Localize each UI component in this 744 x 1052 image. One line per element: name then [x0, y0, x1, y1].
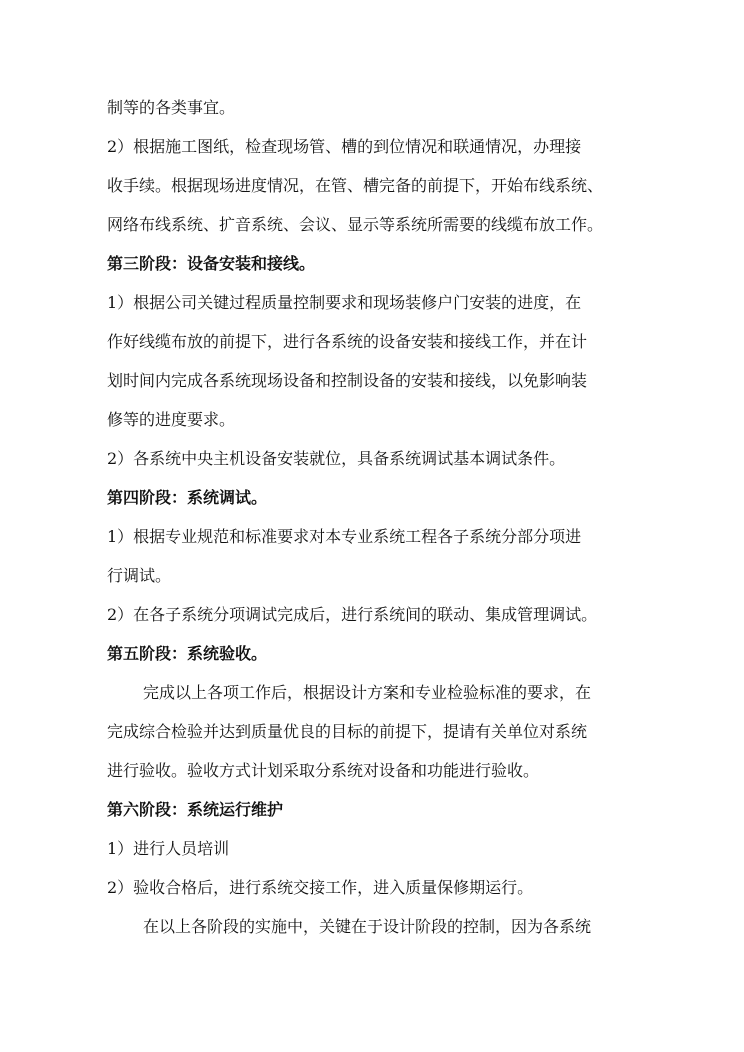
paragraph-line: 网络布线系统、扩音系统、会议、显示等系统所需要的线缆布放工作。	[107, 215, 604, 234]
paragraph-line: 划时间内完成各系统现场设备和控制设备的安装和接线，以免影响装	[107, 371, 588, 390]
paragraph-line: 进行验收。验收方式计划采取分系统对设备和功能进行验收。	[107, 761, 540, 780]
section-heading-stage-4: 第四阶段：系统调试。	[107, 488, 268, 507]
paragraph-line: 1）根据公司关键过程质量控制要求和现场装修户门安装的进度，在	[107, 293, 582, 312]
document-body	[107, 88, 642, 946]
paragraph-line: 修等的进度要求。	[107, 410, 236, 429]
paragraph-line: 作好线缆布放的前提下，进行各系统的设备安装和接线工作，并在计	[107, 332, 588, 351]
paragraph-line: 制等的各类事宜。	[107, 98, 236, 117]
section-heading-stage-5: 第五阶段：系统验收。	[107, 644, 268, 663]
paragraph-line: 2）验收合格后，进行系统交接工作，进入质量保修期运行。	[107, 878, 534, 897]
paragraph-line: 在以上各阶段的实施中，关键在于设计阶段的控制，因为各系统	[143, 917, 592, 936]
paragraph-line: 2）在各子系统分项调试完成后，进行系统间的联动、集成管理调试。	[107, 605, 598, 624]
paragraph-line: 行调试。	[107, 566, 172, 585]
paragraph-line: 1）根据专业规范和标准要求对本专业系统工程各子系统分部分项进	[107, 527, 582, 546]
paragraph-line: 1）进行人员培训	[107, 839, 230, 858]
paragraph-line: 2）根据施工图纸，检查现场管、槽的到位情况和联通情况，办理接	[107, 137, 582, 156]
section-heading-stage-3: 第三阶段：设备安装和接线。	[107, 254, 316, 273]
section-heading-stage-6: 第六阶段：系统运行维护	[107, 800, 284, 819]
paragraph-line: 收手续。根据现场进度情况，在管、槽完备的前提下，开始布线系统、	[107, 176, 604, 195]
paragraph-line: 完成以上各项工作后，根据设计方案和专业检验标准的要求，在	[143, 683, 592, 702]
paragraph-line: 完成综合检验并达到质量优良的目标的前提下，提请有关单位对系统	[107, 722, 588, 741]
paragraph-line: 2）各系统中央主机设备安装就位，具备系统调试基本调试条件。	[107, 449, 566, 468]
